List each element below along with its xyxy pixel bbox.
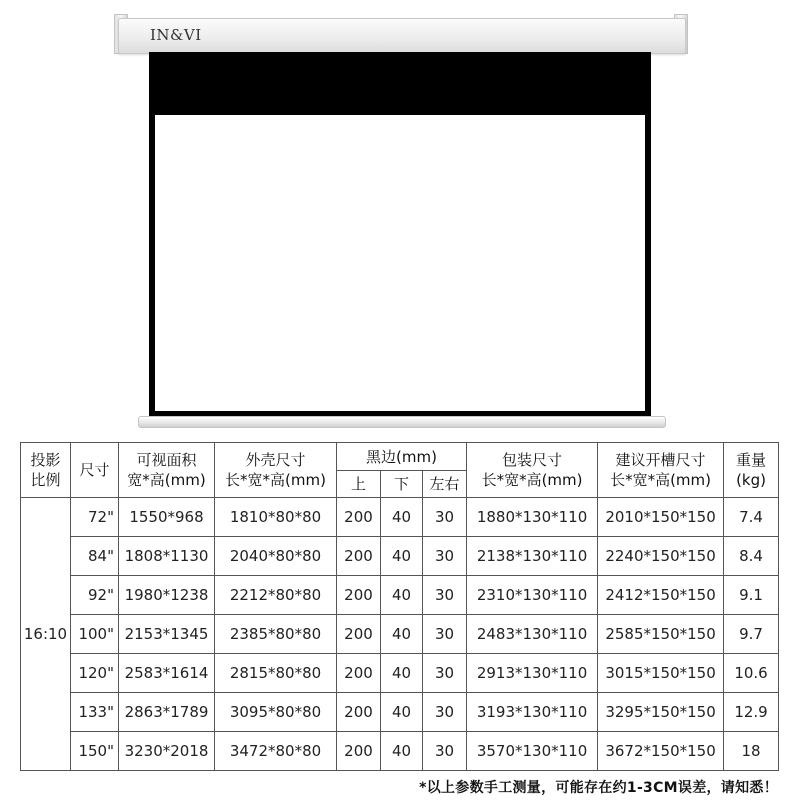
spec-table-body: [21, 498, 779, 771]
cell-casing-size: 2040*80*80: [215, 537, 337, 576]
cell-border-sides: 30: [423, 654, 467, 693]
cell-viewable-area: 1550*968: [119, 498, 215, 537]
cell-package-size: 2138*130*110: [467, 537, 598, 576]
cell-slot-size: 2240*150*150: [598, 537, 724, 576]
cell-size: 92": [71, 576, 119, 615]
cell-size: 84": [71, 537, 119, 576]
cell-border-sides: 30: [423, 576, 467, 615]
header-package-size: 包装尺寸 长*宽*高(mm): [467, 443, 598, 498]
cell-casing-size: 1810*80*80: [215, 498, 337, 537]
cell-weight: 8.4: [724, 537, 779, 576]
header-size: 尺寸: [71, 443, 119, 498]
cell-casing-size: 2385*80*80: [215, 615, 337, 654]
cell-size: 120": [71, 654, 119, 693]
cell-border-bottom: 40: [381, 537, 423, 576]
cell-viewable-area: 2863*1789: [119, 693, 215, 732]
table-row: [21, 537, 779, 576]
cell-border-sides: 30: [423, 498, 467, 537]
cell-border-top: 200: [337, 498, 381, 537]
cell-size: 133": [71, 693, 119, 732]
cell-casing-size: 2815*80*80: [215, 654, 337, 693]
cell-border-top: 200: [337, 615, 381, 654]
cell-border-top: 200: [337, 693, 381, 732]
cell-size: 100": [71, 615, 119, 654]
cell-package-size: 3193*130*110: [467, 693, 598, 732]
screen-casing: [118, 18, 686, 54]
cell-viewable-area: 1980*1238: [119, 576, 215, 615]
table-row: [21, 732, 779, 771]
cell-slot-size: 2412*150*150: [598, 576, 724, 615]
header-weight: 重量 (kg): [724, 443, 779, 498]
cell-border-bottom: 40: [381, 498, 423, 537]
cell-border-bottom: 40: [381, 732, 423, 771]
cell-package-size: 1880*130*110: [467, 498, 598, 537]
cell-weight: 18: [724, 732, 779, 771]
header-border-bottom: 下: [381, 471, 423, 498]
cell-border-top: 200: [337, 732, 381, 771]
cell-weight: 9.7: [724, 615, 779, 654]
spec-table: [20, 442, 779, 771]
cell-viewable-area: 1808*1130: [119, 537, 215, 576]
cell-projection-ratio: 16:10: [21, 498, 71, 771]
screen-viewable-area: [155, 115, 645, 411]
cell-border-sides: 30: [423, 615, 467, 654]
table-row: [21, 654, 779, 693]
cell-viewable-area: 2153*1345: [119, 615, 215, 654]
cell-package-size: 2913*130*110: [467, 654, 598, 693]
header-border-sides: 左右: [423, 471, 467, 498]
cell-border-sides: 30: [423, 537, 467, 576]
cell-border-bottom: 40: [381, 576, 423, 615]
header-black-border: 黑边(mm): [337, 443, 467, 471]
table-row: [21, 615, 779, 654]
cell-package-size: 2310*130*110: [467, 576, 598, 615]
cell-slot-size: 2585*150*150: [598, 615, 724, 654]
cell-border-sides: 30: [423, 693, 467, 732]
cell-border-bottom: 40: [381, 693, 423, 732]
cell-border-top: 200: [337, 537, 381, 576]
header-casing-size: 外壳尺寸 长*宽*高(mm): [215, 443, 337, 498]
cell-weight: 10.6: [724, 654, 779, 693]
cell-border-top: 200: [337, 576, 381, 615]
cell-slot-size: 3295*150*150: [598, 693, 724, 732]
brand-logo: IN&VI: [150, 26, 202, 44]
cell-viewable-area: 3230*2018: [119, 732, 215, 771]
footnote: *以上参数手工测量，可能存在约1-3CM误差，请知悉！: [419, 780, 778, 796]
cell-weight: 12.9: [724, 693, 779, 732]
cell-viewable-area: 2583*1614: [119, 654, 215, 693]
cell-weight: 7.4: [724, 498, 779, 537]
screen-top-black-drop: [149, 52, 651, 114]
cell-package-size: 3570*130*110: [467, 732, 598, 771]
cell-casing-size: 2212*80*80: [215, 576, 337, 615]
cell-size: 72": [71, 498, 119, 537]
cell-slot-size: 3672*150*150: [598, 732, 724, 771]
cell-border-top: 200: [337, 654, 381, 693]
cell-casing-size: 3095*80*80: [215, 693, 337, 732]
cell-weight: 9.1: [724, 576, 779, 615]
cell-slot-size: 3015*150*150: [598, 654, 724, 693]
cell-slot-size: 2010*150*150: [598, 498, 724, 537]
table-row: [21, 576, 779, 615]
cell-border-bottom: 40: [381, 615, 423, 654]
screen-bottom-weight-bar: [138, 416, 666, 428]
header-border-top: 上: [337, 471, 381, 498]
header-viewable-area: 可视面积 宽*高(mm): [119, 443, 215, 498]
table-row: [21, 693, 779, 732]
header-ratio: 投影 比例: [21, 443, 71, 498]
header-slot-size: 建议开槽尺寸 长*宽*高(mm): [598, 443, 724, 498]
cell-casing-size: 3472*80*80: [215, 732, 337, 771]
table-row: [21, 498, 779, 537]
cell-size: 150": [71, 732, 119, 771]
cell-border-sides: 30: [423, 732, 467, 771]
cell-border-bottom: 40: [381, 654, 423, 693]
cell-package-size: 2483*130*110: [467, 615, 598, 654]
